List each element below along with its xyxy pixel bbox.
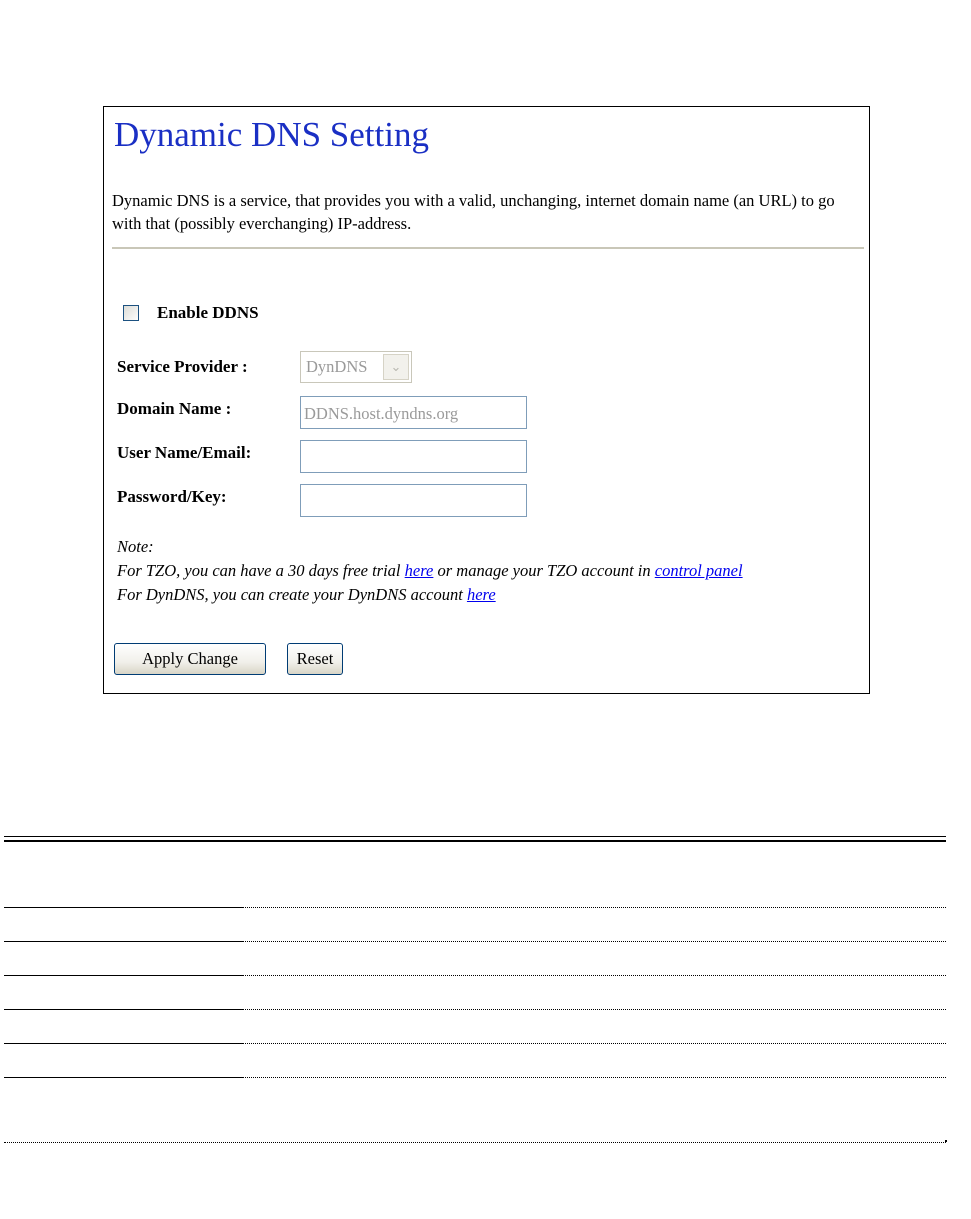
enable-ddns-checkbox[interactable] (123, 305, 139, 321)
service-provider-value: DynDNS (306, 357, 368, 376)
user-name-input[interactable] (300, 440, 527, 473)
tzo-trial-link[interactable]: here (404, 561, 434, 580)
table-end-mark (945, 1140, 947, 1142)
password-input[interactable] (300, 484, 527, 517)
note-tzo-line (117, 559, 743, 583)
service-provider-label: Service Provider : (117, 357, 248, 376)
service-provider-select[interactable] (300, 351, 412, 383)
note-heading: Note: (117, 537, 154, 556)
tzo-control-panel-link[interactable]: control panel (654, 561, 743, 580)
note-block (117, 535, 743, 607)
note-tzo-middle: or manage your TZO account in (433, 561, 655, 580)
table-bottom-rule (4, 1142, 946, 1143)
note-dyndns-line (117, 583, 743, 607)
divider (112, 247, 864, 249)
domain-name-label: Domain Name : (117, 399, 232, 418)
apply-change-button[interactable]: Apply Change (114, 643, 266, 675)
domain-name-input[interactable] (300, 396, 527, 429)
note-dyndns-prefix: For DynDNS, you can create your DynDNS account (117, 585, 467, 604)
table-top-rule (4, 836, 946, 837)
password-label: Password/Key: (117, 487, 227, 506)
chevron-down-icon: ⌄ (383, 354, 409, 380)
reset-button[interactable]: Reset (287, 643, 343, 675)
enable-ddns-label: Enable DDNS (157, 303, 259, 322)
enable-ddns-row (123, 303, 259, 323)
ddns-settings-panel (103, 106, 870, 694)
note-tzo-prefix: For TZO, you can have a 30 days free trial (117, 561, 405, 580)
page-title: Dynamic DNS Setting (114, 115, 429, 154)
dyndns-account-link[interactable]: here (466, 585, 496, 604)
user-name-label: User Name/Email: (117, 443, 252, 462)
table-top-rule-thick (4, 840, 946, 842)
page-description: Dynamic DNS is a service, that provides you with a valid, unchanging, internet domain name (an URL) to go with that (possibly everchanging) IP-address. (112, 191, 835, 233)
